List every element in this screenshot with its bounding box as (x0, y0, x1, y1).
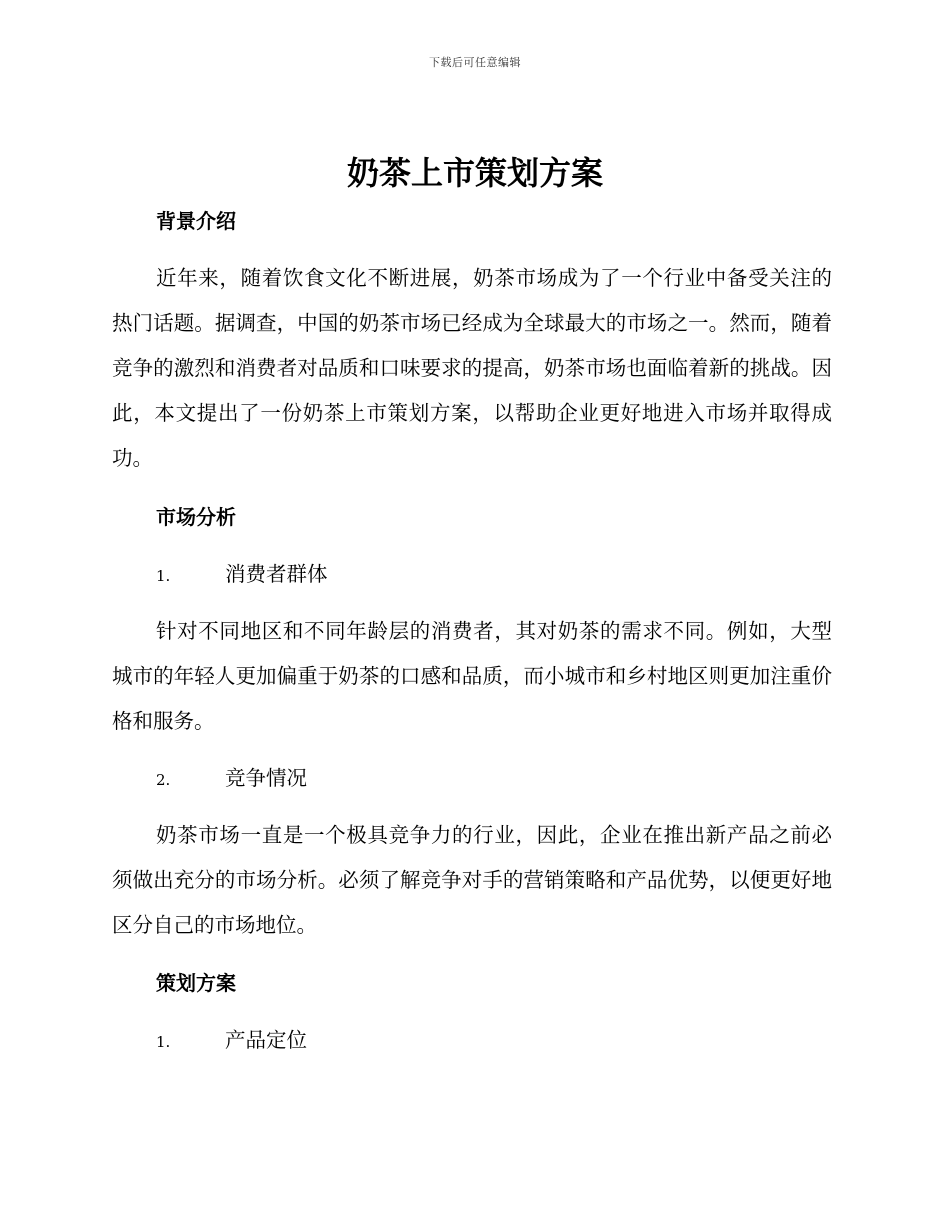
section-heading-market-analysis: 市场分析 (156, 505, 236, 529)
consumer-groups-paragraph: 针对不同地区和不同年龄层的消费者，其对奶茶的需求不同。例如，大型城市的年轻人更加偏重于奶茶的口感和品质，而小城市和乡村地区则更加注重价格和服务。 (112, 619, 832, 733)
list-number: 1. (156, 1033, 171, 1051)
list-label: 消费者群体 (225, 562, 328, 586)
list-item-competition (156, 764, 307, 794)
list-number: 2. (156, 771, 171, 789)
header-note: 下载后可任意编辑 (429, 56, 521, 69)
list-label: 竞争情况 (225, 766, 307, 790)
list-number: 1. (156, 567, 171, 585)
section-heading-plan: 策划方案 (156, 971, 236, 995)
section-heading-background: 背景介绍 (156, 209, 236, 233)
list-item-product-positioning (156, 1026, 307, 1056)
competition-paragraph: 奶茶市场一直是一个极具竞争力的行业，因此，企业在推出新产品之前必须做出充分的市场分析。必须了解竞争对手的营销策略和产品优势，以便更好地区分自己的市场地位。 (112, 823, 832, 937)
list-item-consumer-groups (156, 560, 328, 590)
background-paragraph: 近年来，随着饮食文化不断进展，奶茶市场成为了一个行业中备受关注的热门话题。据调查，中国的奶茶市场已经成为全球最大的市场之一。然而，随着竞争的激烈和消费者对品质和口味要求的提高，奶茶市场也面临着新的挑战。因此，本文提出了一份奶茶上市策划方案，以帮助企业更好地进入市场并取得成功。 (112, 266, 832, 470)
document-title: 奶茶上市策划方案 (346, 154, 603, 192)
list-label: 产品定位 (225, 1028, 307, 1052)
